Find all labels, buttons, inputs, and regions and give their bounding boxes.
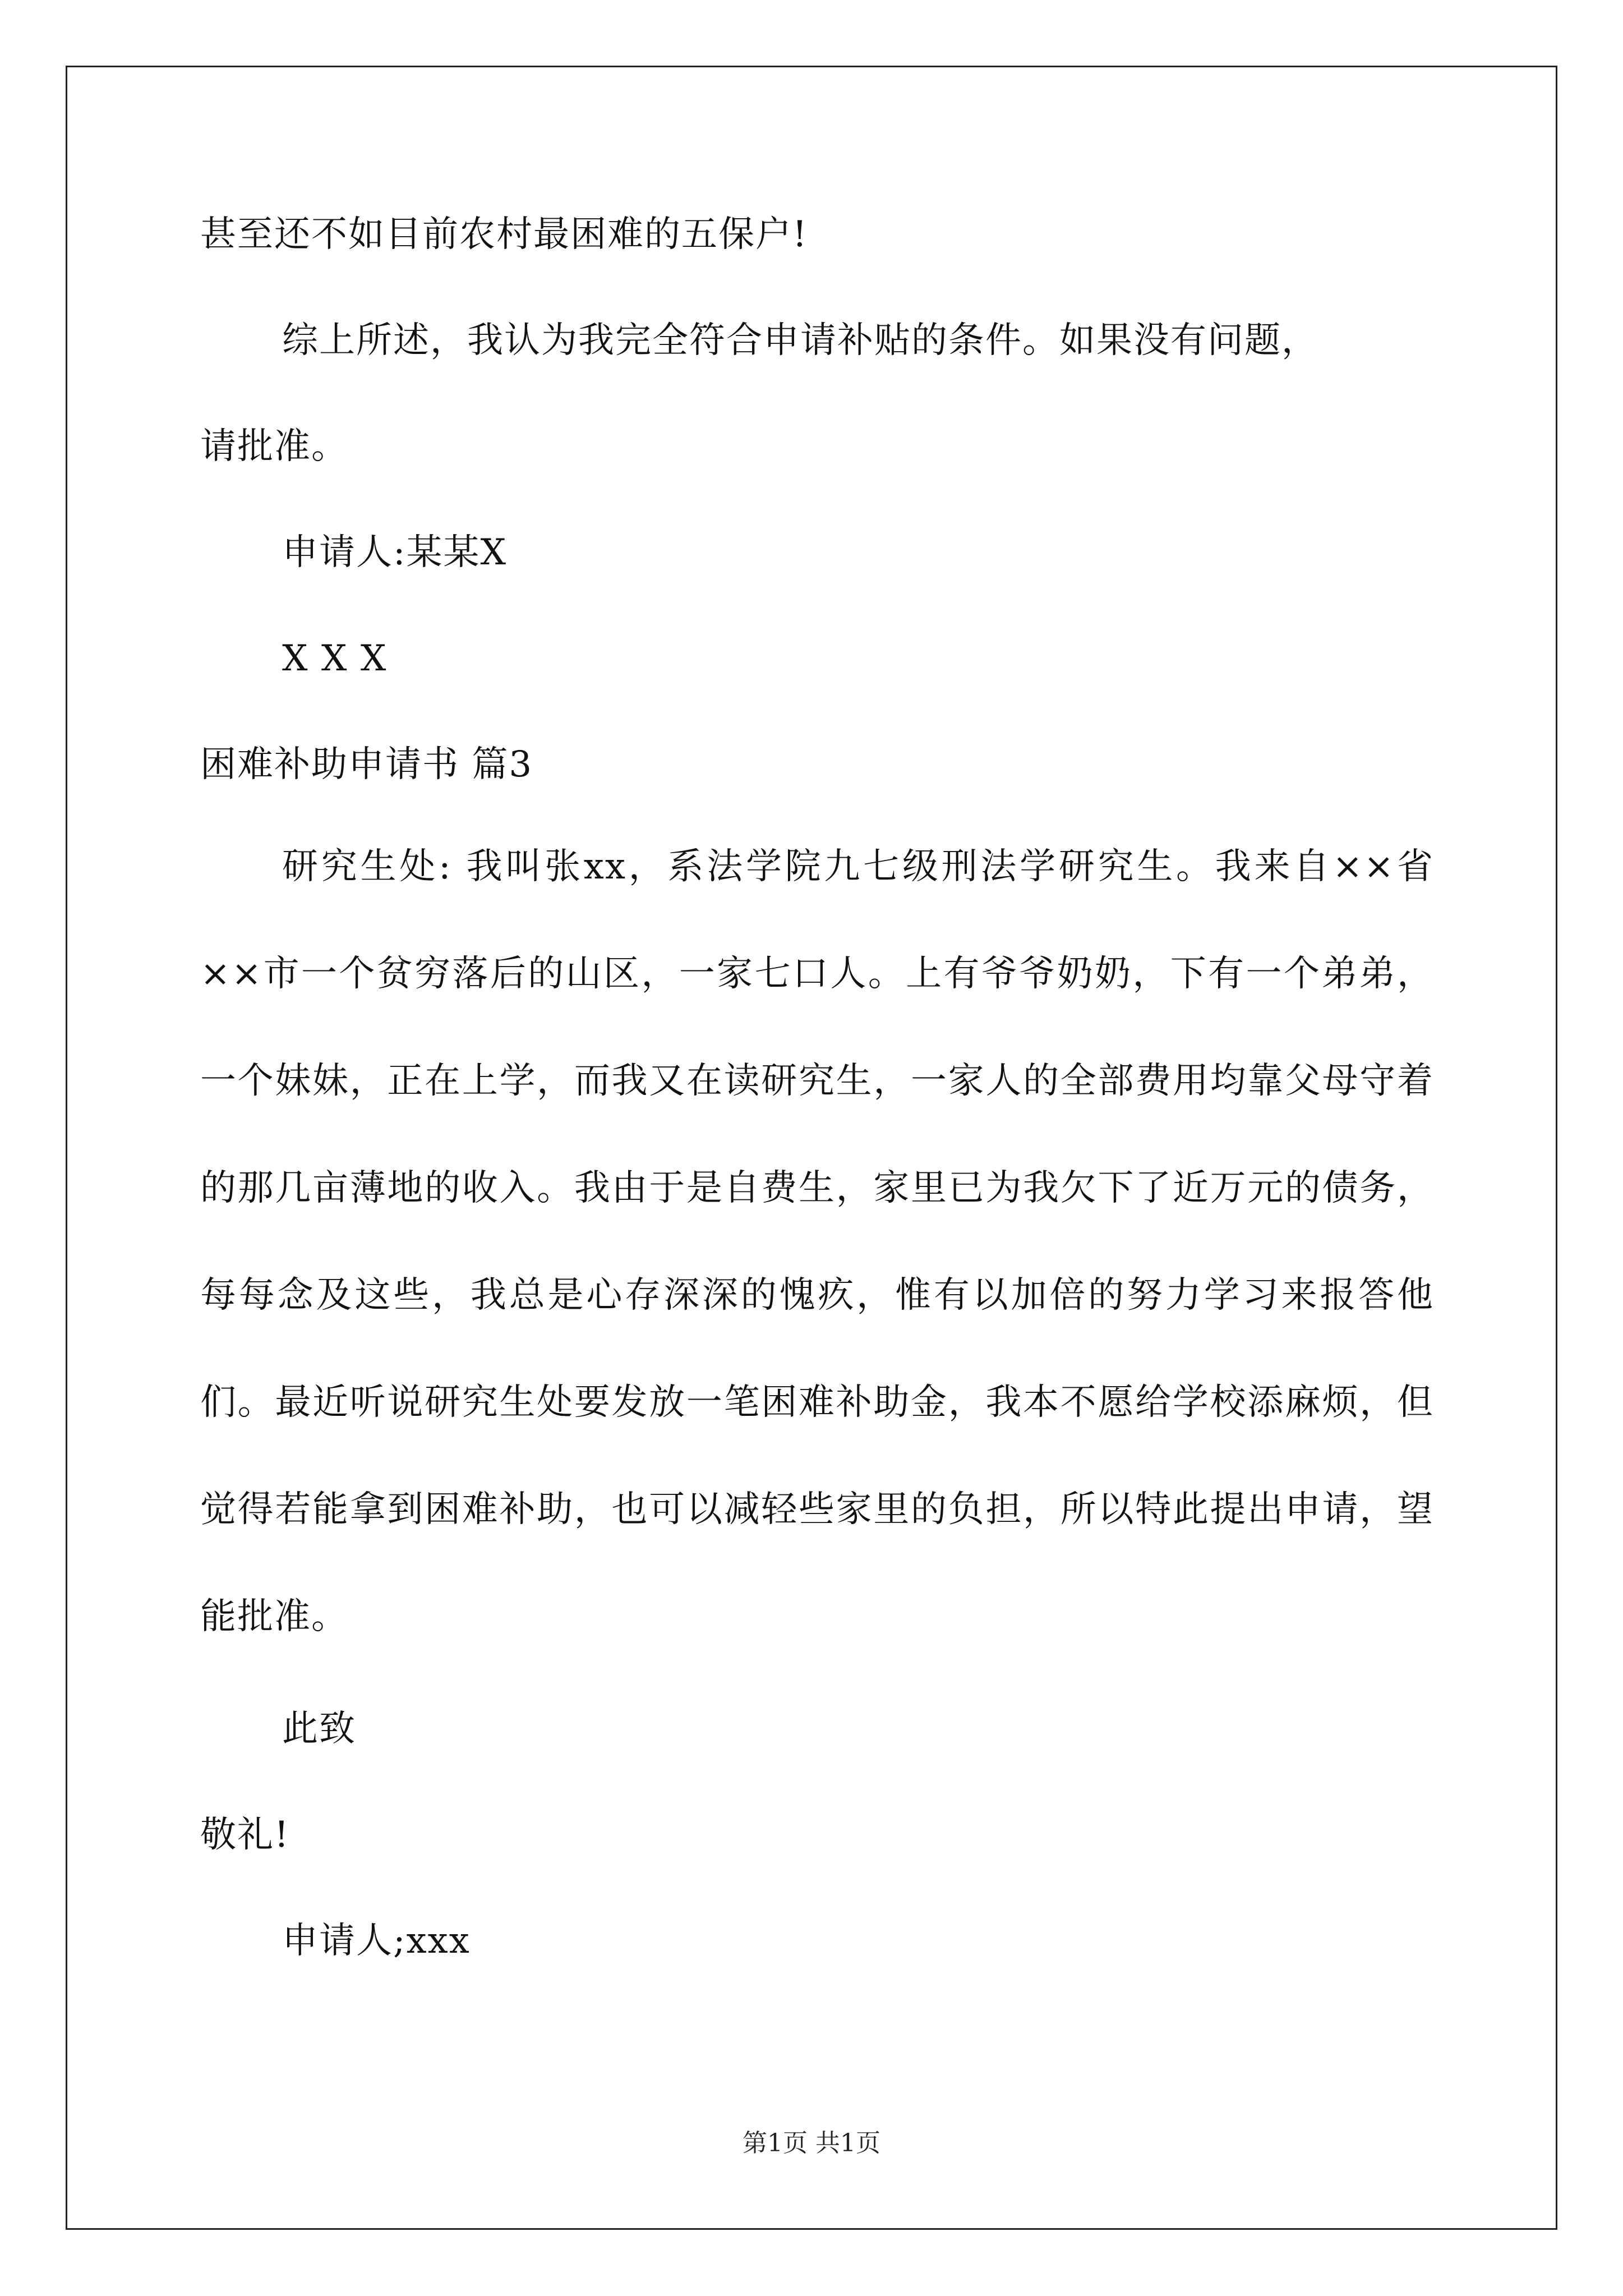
text-line: 请批准。 bbox=[200, 426, 348, 467]
closing-salutation: 此致 bbox=[282, 1708, 356, 1750]
signature-line: 申请人;xxx bbox=[282, 1920, 471, 1962]
text-line: 综上所述，我认为我完全符合申请补贴的条件。如果没有问题， bbox=[282, 320, 1318, 361]
body-paragraph: 研究生处: 我叫张xx，系法学院九七级刑法学研究生。我来自××省××市一个贫穷落后的山区，一家七口人。上有爷爷奶奶，下有一个弟弟，一个妹妹，正在上学，而我又在读研究生，一家人的全部费用均靠父母守着的那几亩薄地的收入。我由于是自费生，家里已为我欠下了近万元的债务，每每念及这些，我总是心存深深的愧疚，惟有以加倍的努力学习来报答他们。最近听说研究生处要发放一笔困难补助金，我本不愿给学校添麻烦，但觉得若能拿到困难补助，也可以减轻些家里的负担，所以特此提出申请，望能批准。 bbox=[200, 846, 1434, 1637]
applicant-line: 申请人:某某X bbox=[282, 532, 508, 573]
date-line: X X X bbox=[282, 638, 388, 679]
page-footer: 第1页 共1页 bbox=[743, 2129, 880, 2157]
text-line: 甚至还不如目前农村最困难的五保户! bbox=[200, 214, 808, 255]
section-title: 困难补助申请书 篇3 bbox=[200, 744, 533, 785]
closing-respect: 敬礼! bbox=[200, 1814, 290, 1856]
